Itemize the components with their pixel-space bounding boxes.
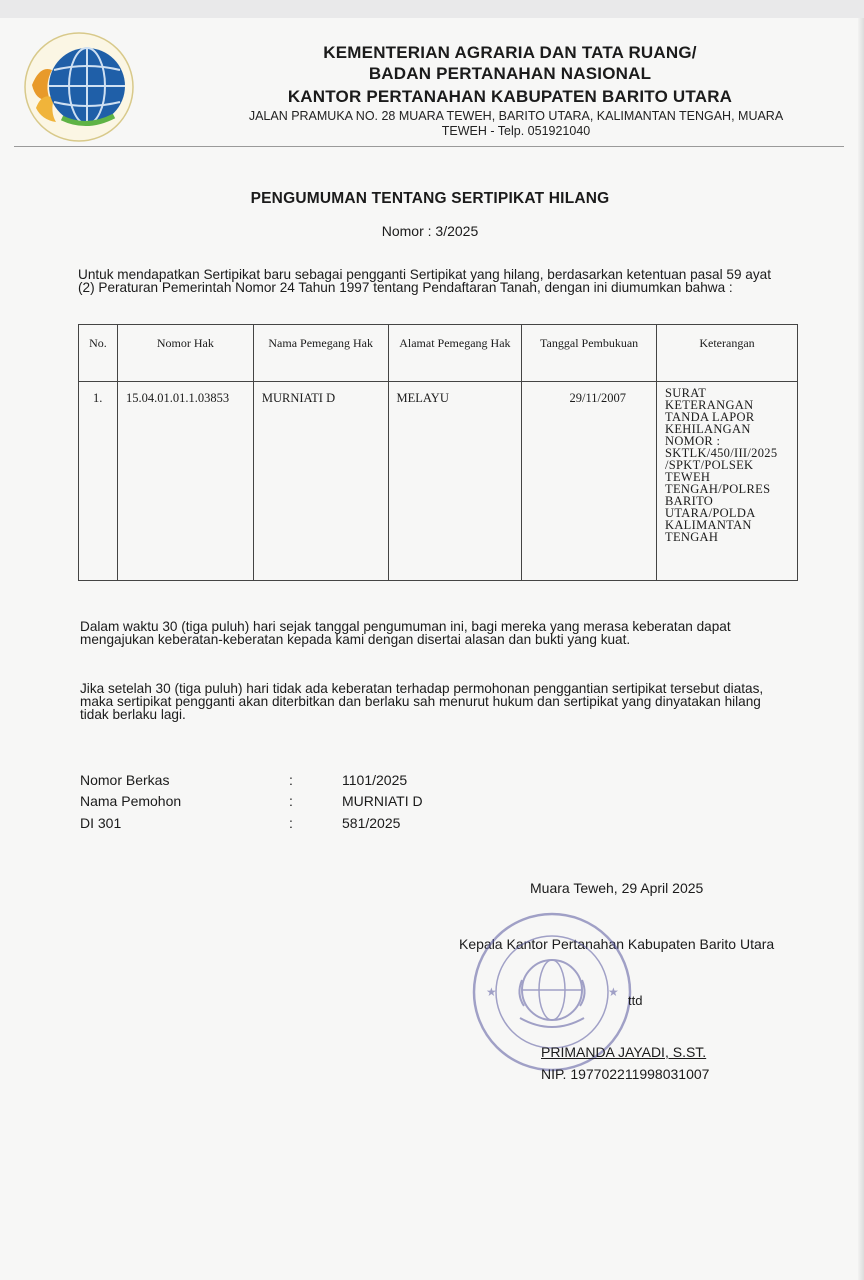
- header-ministry: KEMENTERIAN AGRARIA DAN TATA RUANG/: [323, 43, 697, 62]
- nama-pemohon-label: Nama Pemohon: [80, 793, 182, 809]
- di-label: DI 301: [80, 815, 122, 831]
- col-no: No.: [79, 325, 118, 382]
- cell-no: 1.: [79, 382, 118, 581]
- col-keterangan: Keterangan: [657, 325, 798, 382]
- address-line-2: TEWEH - Telp. 051921040: [441, 124, 591, 138]
- issuance-paragraph: Jika setelah 30 (tiga puluh) hari tidak ada keberatan terhadap permohonan penggantian sertipikat tersebut diatas, maka sertipikat pengganti akan diterbitkan dan berlaku sah menurut hukum dan sertipikat yang dinyatakan hilang tidak berlaku lagi.: [80, 681, 764, 722]
- cell-alamat: MELAYU: [388, 382, 522, 581]
- header-address: [196, 109, 836, 139]
- col-alamat: Alamat Pemegang Hak: [388, 325, 522, 382]
- signatory-position: Kepala Kantor Pertanahan Kabupaten Barito Utara: [459, 936, 775, 952]
- header-divider: [14, 146, 844, 147]
- cell-keterangan: SURAT KETERANGAN TANDA LAPOR KEHILANGAN NOMOR : SKTLK/450/III/2025 /SPKT/POLSEK TEWEH TENGAH/POLRES BARITO UTARA/POLDA KALIMANTAN TENGAH: [657, 382, 798, 581]
- document-sheet: [0, 18, 864, 1280]
- intro-paragraph: Untuk mendapatkan Sertipikat baru sebagai pengganti Sertipikat yang hilang, berdasarkan ketentuan pasal 59 ayat (2) Peraturan Pemerintah Nomor 24 Tahun 1997 tentang Pendaftaran Tanah, dengan ini diumumkan bahwa :: [78, 267, 771, 295]
- di-colon: :: [289, 815, 293, 831]
- nomor-berkas-colon: :: [289, 772, 293, 788]
- cell-tanggal: 29/11/2007: [522, 382, 657, 581]
- col-nama: Nama Pemegang Hak: [253, 325, 388, 382]
- di-value: 581/2025: [342, 815, 401, 831]
- header-agency: BADAN PERTANAHAN NASIONAL: [368, 64, 652, 83]
- nomor-berkas-value: 1101/2025: [342, 772, 408, 788]
- signatory-nip: NIP. 197702211998031007: [541, 1066, 710, 1082]
- certificate-table: [78, 324, 798, 581]
- cell-nomor-hak: 15.04.01.01.1.03853: [117, 382, 253, 581]
- signature-ttd: ttd: [628, 993, 643, 1008]
- col-tanggal: Tanggal Pembukuan: [522, 325, 657, 382]
- objection-paragraph: Dalam waktu 30 (tiga puluh) hari sejak tanggal pengumuman ini, bagi mereka yang merasa keberatan dapat mengajukan keberatan-keberatan kepada kami dengan disertai alasan dan bukti yang kuat.: [80, 619, 731, 647]
- nama-pemohon-value: MURNIATI D: [342, 793, 423, 809]
- svg-text:★: ★: [486, 985, 497, 999]
- table-header-row: [79, 325, 798, 382]
- table-row: [79, 382, 798, 581]
- document-number: Nomor : 3/2025: [381, 223, 479, 239]
- header-office: KANTOR PERTANAHAN KABUPATEN BARITO UTARA: [287, 87, 733, 106]
- col-nomor-hak: Nomor Hak: [117, 325, 253, 382]
- address-line-1: JALAN PRAMUKA NO. 28 MUARA TEWEH, BARITO UTARA, KALIMANTAN TENGAH, MUARA: [248, 109, 784, 123]
- nama-pemohon-colon: :: [289, 793, 293, 809]
- bpn-logo-icon: [22, 30, 136, 144]
- cell-nama: MURNIATI D: [253, 382, 388, 581]
- place-date: Muara Teweh, 29 April 2025: [530, 880, 704, 896]
- svg-text:★: ★: [608, 985, 619, 999]
- document-title: PENGUMUMAN TENTANG SERTIPIKAT HILANG: [250, 190, 610, 207]
- signatory-name: PRIMANDA JAYADI, S.ST.: [541, 1044, 707, 1060]
- nomor-berkas-label: Nomor Berkas: [80, 772, 170, 788]
